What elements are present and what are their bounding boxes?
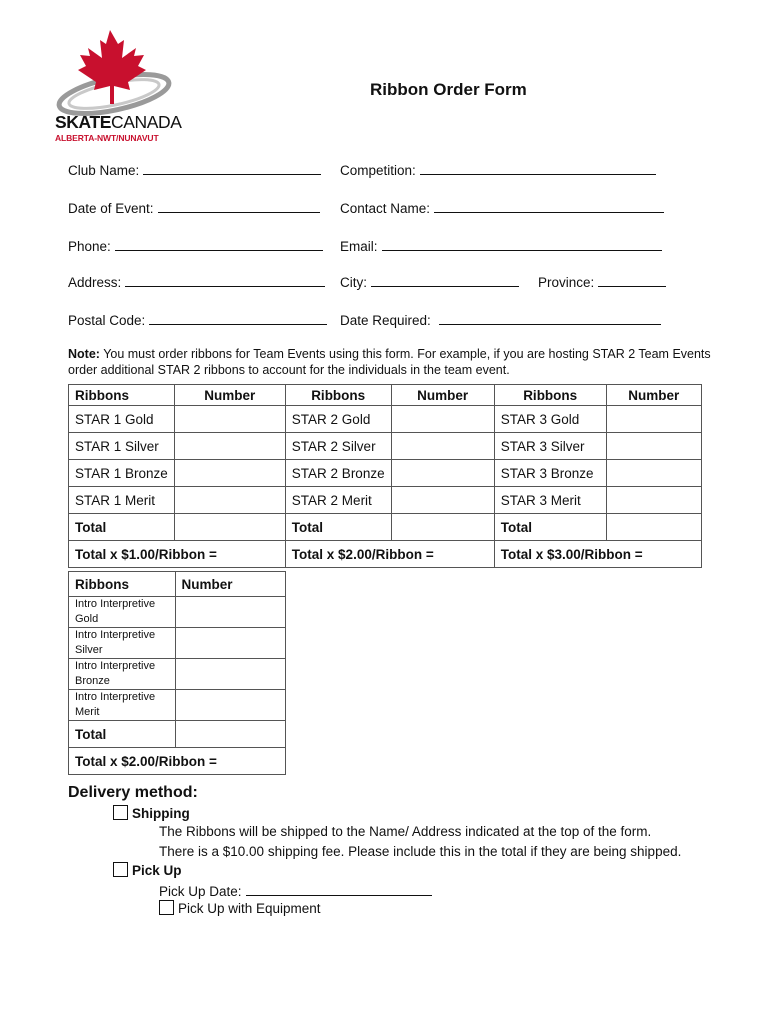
delivery-heading: Delivery method: [68, 784, 198, 801]
table-row [69, 433, 702, 460]
competition-field[interactable] [340, 160, 656, 178]
ribbon-name: STAR 1 Merit [69, 487, 175, 514]
city-label: City: [340, 275, 367, 290]
header-number: Number [606, 385, 701, 406]
phone-field[interactable] [68, 236, 323, 254]
pickup-equipment-checkbox[interactable] [159, 900, 174, 915]
date-of-event-label: Date of Event: [68, 201, 154, 216]
ribbon-name: STAR 2 Gold [285, 406, 391, 433]
table-row [69, 597, 286, 628]
star-ribbons-table [68, 384, 702, 568]
total-cell[interactable] [606, 514, 701, 541]
pickup-checkbox[interactable] [113, 862, 128, 877]
ribbon-name: Intro Interpretive Bronze [69, 659, 176, 690]
ribbon-name: STAR 2 Bronze [285, 460, 391, 487]
shipping-checkbox[interactable] [113, 805, 128, 820]
competition-line[interactable] [420, 160, 656, 175]
price-cell[interactable]: Total x $3.00/Ribbon = [494, 541, 701, 568]
province-field[interactable] [538, 272, 666, 290]
price-cell[interactable]: Total x $2.00/Ribbon = [69, 748, 286, 775]
total-row [69, 721, 286, 748]
postal-code-field[interactable] [68, 310, 327, 328]
ribbon-name: Intro Interpretive Merit [69, 690, 176, 721]
date-required-label: Date Required: [340, 313, 431, 328]
maple-leaf-icon [52, 28, 184, 118]
postal-code-label: Postal Code: [68, 313, 146, 328]
shipping-line-2: There is a $10.00 shipping fee. Please include this in the total if they are being shipped. [159, 844, 682, 859]
pickup-date-label: Pick Up Date: [159, 884, 242, 899]
ribbon-name: STAR 3 Bronze [494, 460, 606, 487]
total-cell[interactable] [174, 514, 285, 541]
total-cell[interactable] [391, 514, 494, 541]
ribbon-name: STAR 1 Gold [69, 406, 175, 433]
contact-name-label: Contact Name: [340, 201, 431, 216]
price-cell[interactable]: Total x $1.00/Ribbon = [69, 541, 286, 568]
price-row [69, 541, 702, 568]
total-label: Total [69, 721, 176, 748]
number-cell[interactable] [175, 659, 285, 690]
number-cell[interactable] [174, 460, 285, 487]
table-row [69, 406, 702, 433]
ribbon-name: STAR 2 Merit [285, 487, 391, 514]
note-body: You must order ribbons for Team Events using this form. For example, if you are hosting STAR 2 Team Events order additional STAR 2 ribbons to account for the individuals in the team event. [68, 347, 711, 377]
page-title: Ribbon Order Form [370, 80, 527, 99]
number-cell[interactable] [175, 628, 285, 659]
header-ribbons: Ribbons [69, 572, 176, 597]
number-cell[interactable] [391, 433, 494, 460]
competition-label: Competition: [340, 163, 416, 178]
number-cell[interactable] [174, 487, 285, 514]
header-ribbons: Ribbons [285, 385, 391, 406]
header-ribbons: Ribbons [69, 385, 175, 406]
email-label: Email: [340, 239, 378, 254]
city-line[interactable] [371, 272, 519, 287]
number-cell[interactable] [175, 690, 285, 721]
logo-wordmark: SKATECANADA [55, 112, 182, 132]
price-cell[interactable]: Total x $2.00/Ribbon = [285, 541, 494, 568]
number-cell[interactable] [174, 433, 285, 460]
total-label: Total [285, 514, 391, 541]
price-row [69, 748, 286, 775]
date-of-event-field[interactable] [68, 198, 320, 216]
header-number: Number [174, 385, 285, 406]
number-cell[interactable] [606, 460, 701, 487]
table-row [69, 487, 702, 514]
number-cell[interactable] [606, 487, 701, 514]
total-row [69, 514, 702, 541]
date-required-line[interactable] [439, 310, 661, 325]
address-label: Address: [68, 275, 122, 290]
ribbon-name: STAR 3 Gold [494, 406, 606, 433]
address-line[interactable] [125, 272, 325, 287]
number-cell[interactable] [175, 597, 285, 628]
city-field[interactable] [340, 272, 519, 290]
club-name-line[interactable] [143, 160, 321, 175]
number-cell[interactable] [391, 406, 494, 433]
table-header-row [69, 572, 286, 597]
total-cell[interactable] [175, 721, 285, 748]
pickup-equipment-option[interactable] [159, 900, 321, 916]
club-name-field[interactable] [68, 160, 321, 178]
ribbon-name: STAR 1 Bronze [69, 460, 175, 487]
number-cell[interactable] [391, 460, 494, 487]
logo-subtitle: ALBERTA-NWT/NUNAVUT [55, 133, 159, 143]
ribbon-name: STAR 1 Silver [69, 433, 175, 460]
skate-canada-logo [52, 28, 184, 146]
province-label: Province: [538, 275, 595, 290]
email-line[interactable] [382, 236, 662, 251]
contact-name-field[interactable] [340, 198, 664, 216]
pickup-label: Pick Up [132, 863, 182, 878]
note-text [68, 346, 718, 378]
pickup-option[interactable] [113, 862, 182, 878]
note-label: Note: [68, 347, 100, 361]
date-of-event-line[interactable] [158, 198, 320, 213]
table-row [69, 460, 702, 487]
shipping-label: Shipping [132, 806, 190, 821]
total-label: Total [69, 514, 175, 541]
header-number: Number [391, 385, 494, 406]
phone-label: Phone: [68, 239, 111, 254]
table-row [69, 659, 286, 690]
number-cell[interactable] [606, 433, 701, 460]
date-required-field[interactable] [340, 310, 661, 328]
number-cell[interactable] [174, 406, 285, 433]
total-label: Total [494, 514, 606, 541]
club-name-label: Club Name: [68, 163, 140, 178]
ribbon-name: STAR 3 Silver [494, 433, 606, 460]
address-field[interactable] [68, 272, 325, 290]
pickup-equipment-label: Pick Up with Equipment [178, 901, 321, 916]
header-ribbons: Ribbons [494, 385, 606, 406]
header-number: Number [175, 572, 285, 597]
ribbon-name: Intro Interpretive Gold [69, 597, 176, 628]
number-cell[interactable] [606, 406, 701, 433]
pickup-date-line[interactable] [246, 881, 432, 896]
table-header-row [69, 385, 702, 406]
ribbon-name: Intro Interpretive Silver [69, 628, 176, 659]
shipping-option[interactable] [113, 805, 190, 821]
number-cell[interactable] [391, 487, 494, 514]
intro-interpretive-table [68, 571, 286, 775]
phone-line[interactable] [115, 236, 323, 251]
postal-code-line[interactable] [149, 310, 327, 325]
province-line[interactable] [598, 272, 666, 287]
table-row [69, 690, 286, 721]
table-row [69, 628, 286, 659]
shipping-line-1: The Ribbons will be shipped to the Name/ Address indicated at the top of the form. [159, 824, 652, 839]
ribbon-name: STAR 2 Silver [285, 433, 391, 460]
pickup-date-field[interactable] [159, 881, 432, 899]
email-field[interactable] [340, 236, 662, 254]
ribbon-name: STAR 3 Merit [494, 487, 606, 514]
contact-name-line[interactable] [434, 198, 664, 213]
